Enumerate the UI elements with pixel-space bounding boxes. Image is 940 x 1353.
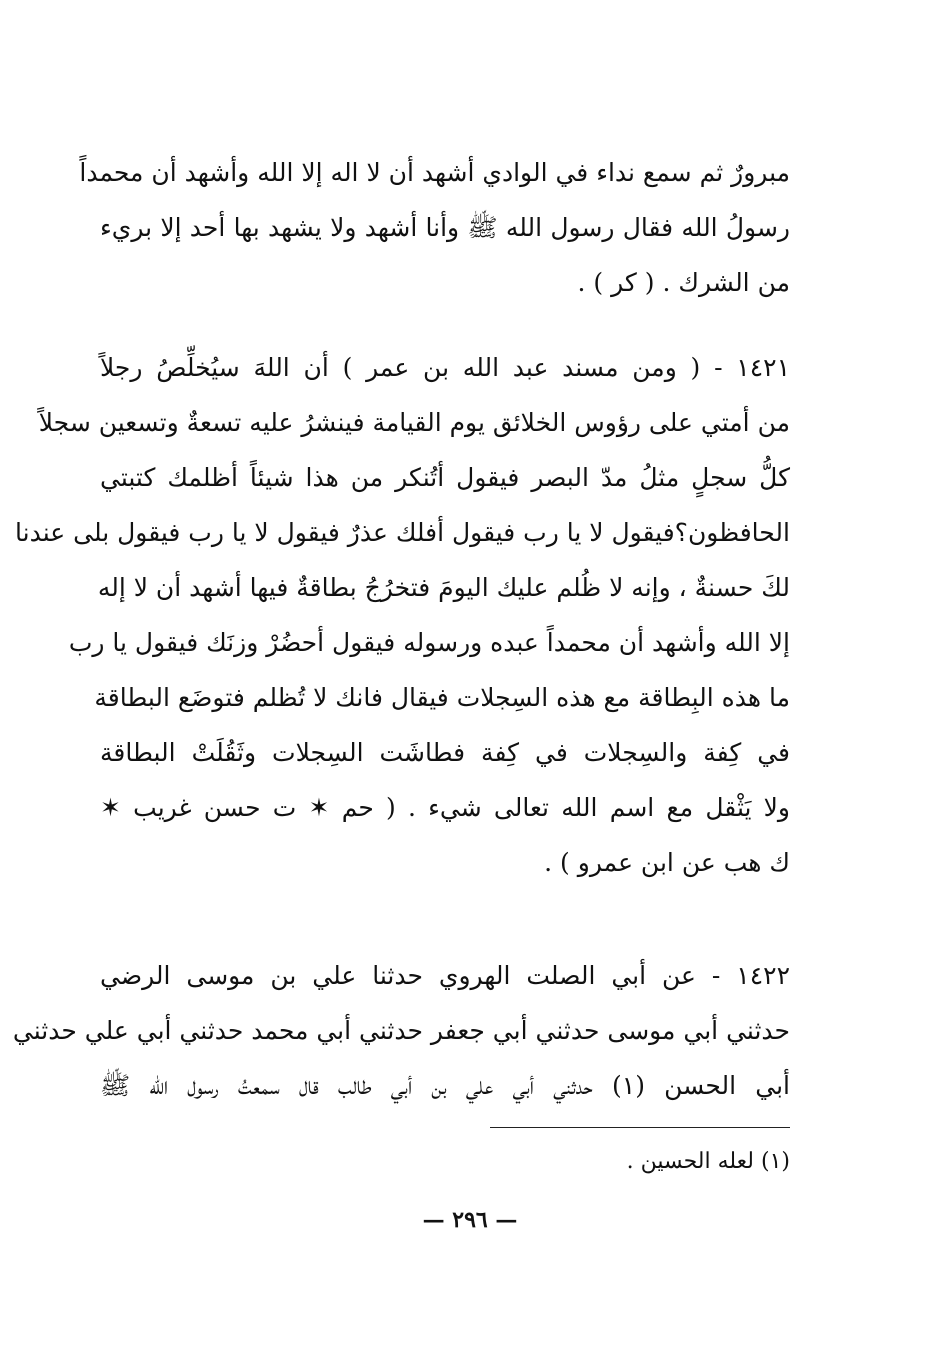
text-line: ١٤٢٢ - عن أبي الصلت الهروي حدثنا علي بن موسى الرضي — [100, 961, 790, 990]
text-line: الحافظون؟فيقول لا يا رب فيقول أفلك عذرٌ فيقول لا يا رب فيقول بلى عندنا — [15, 518, 790, 547]
text-line: مبرورٌ ثم سمع نداء في الوادي أشهد أن لا اله إلا الله وأشهد أن محمداً — [79, 158, 790, 187]
text-line: ما هذه البِطاقة مع هذه السِجلات فيقال فانك لا تُظلم فتوضَع البطاقة — [94, 683, 790, 712]
paragraph-1421 — [15, 340, 790, 890]
text-line: ولا يَثْقل مع اسم الله تعالى شيء . ( حم ✶ ت حسن غريب ✶ — [100, 793, 790, 822]
text-line: ك هب عن ابن عمرو ) . — [544, 848, 790, 877]
text-line: إلا الله وأشهد أن محمداً عبده ورسوله فيقول أحضُرْ وزنَك فيقول يا رب — [68, 628, 790, 657]
text-line: كلُّ سجلٍ مثلُ مدّ البصر فيقول أتُنكر من هذا شيئاً أظلمك كتبتي — [100, 463, 790, 492]
footnote: (١) لعله الحسين . — [626, 1149, 790, 1174]
paragraph-1422 — [12, 948, 790, 1113]
footnote-divider — [490, 1127, 790, 1128]
text-line: ١٤٢١ - ( ومن مسند عبد الله بن عمر ) أن اللهَ سيُخلِّصُ رجلاً — [100, 353, 790, 382]
text-line: من الشرك . ( كر ) . — [577, 268, 790, 297]
text-line: في كِفة والسِجلات في كِفة فطاشَت السِجلات وثَقُلَتْ البطاقة — [100, 738, 790, 767]
text-line: من أمتي على رؤوس الخلائق يوم القيامة فينشرُ عليه تسعةٌ وتسعين سجلاً — [38, 408, 790, 437]
paragraph-1 — [79, 145, 790, 310]
text-line: رسولُ الله فقال رسول الله ﷺ وأنا أشهد ولا يشهد بها أحد إلا بريء — [100, 213, 790, 242]
text-line: لكَ حسنةٌ ، وإنه لا ظُلم عليك اليومَ فتخرُجُ بطاقةٌ فيها أشهد أن لا إله — [97, 573, 790, 602]
text-line: حدثني أبي موسى حدثني أبي جعفر حدثني أبي محمد حدثني أبي علي حدثني — [12, 1016, 790, 1045]
page-number: — ٢٩٦ — — [422, 1207, 518, 1233]
text-line: أبي الحسن (١) حدثني أبي علي بن أبي طالب قال سمعتُ رسول الله ﷺ — [100, 1071, 790, 1100]
